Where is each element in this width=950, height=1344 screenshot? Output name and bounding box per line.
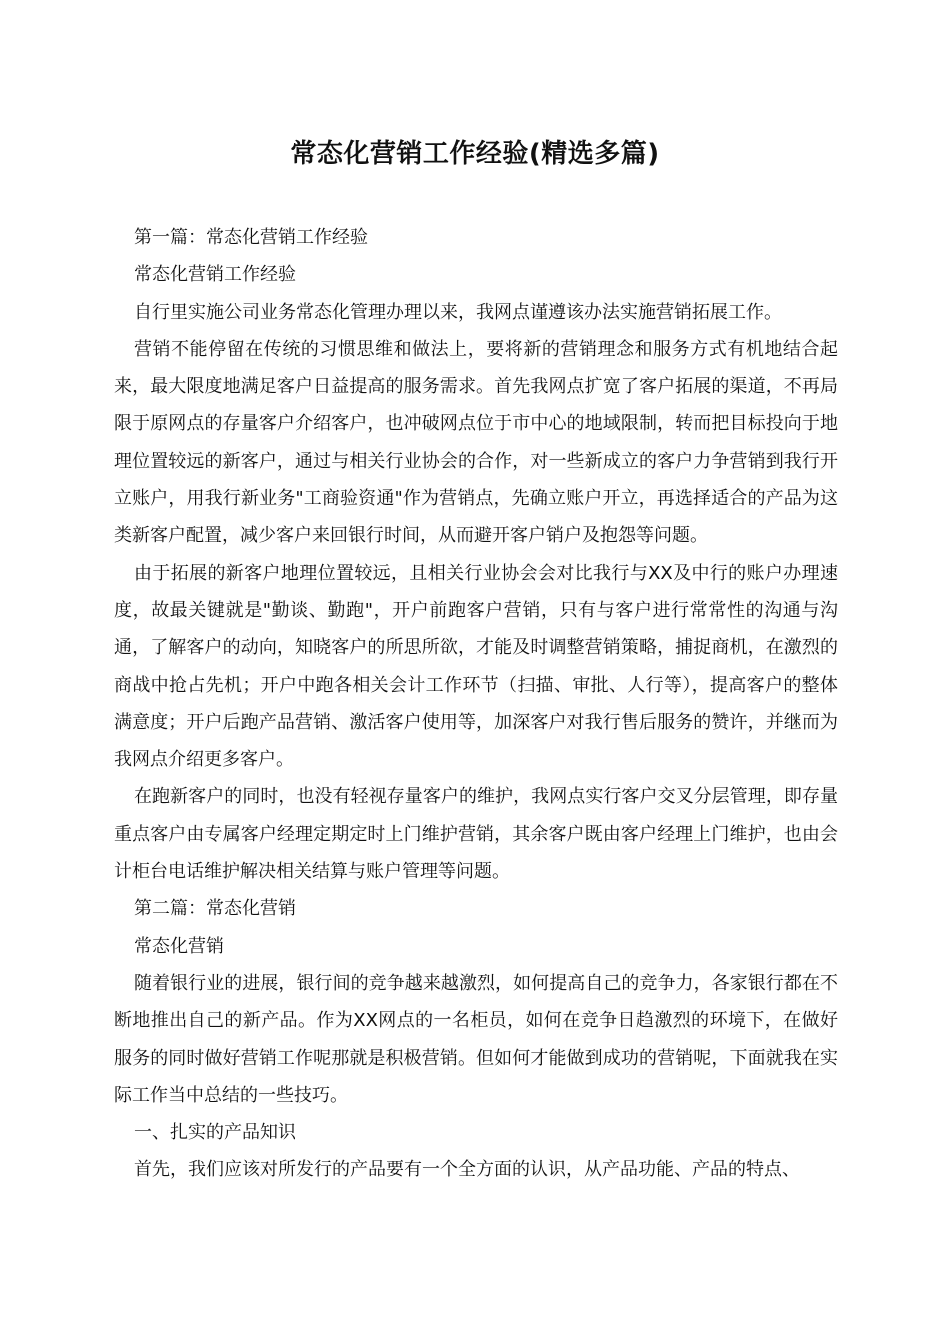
section-heading: 一、扎实的产品知识 <box>134 1122 296 1144</box>
document-title: 常态化营销工作经验(精选多篇) <box>290 139 660 169</box>
body-paragraph: 随着银行业的进展，银行间的竞争越来越激烈，如何提高自己的竞争力，各家银行都在不断地推出自己的新产品。作为XX网点的一名柜员，如何在竞争日趋激烈的环境下，在做好服务的同时做好营销工作呢那就是积极营销。但如何才能做到成功的营销呢，下面就我在实际工作当中总结的一些技巧。 <box>114 972 838 1106</box>
body-paragraph: 自行里实施公司业务常态化管理办理以来，我网点谨遵该办法实施营销拓展工作。 <box>134 301 782 323</box>
document-body <box>114 219 838 1189</box>
body-paragraph: 在跑新客户的同时，也没有轻视存量客户的维护，我网点实行客户交叉分层管理，即存量重点客户由专属客户经理定期定时上门维护营销，其余客户既由客户经理上门维护，也由会计柜台电话维护解决相关结算与账户管理等问题。 <box>114 786 838 883</box>
body-paragraph: 首先，我们应该对所发行的产品要有一个全方面的认识，从产品功能、产品的特点、 <box>134 1159 800 1181</box>
body-paragraph: 由于拓展的新客户地理位置较远，且相关行业协会会对比我行与XX及中行的账户办理速度，故最关键就是"勤谈、勤跑"，开户前跑客户营销，只有与客户进行常常性的沟通与沟通，了解客户的动向，知晓客户的所思所欲，才能及时调整营销策略，捕捉商机，在激烈的商战中抢占先机；开户中跑各相关会计工作环节（扫描、审批、人行等），提高客户的整体满意度；开户后跑产品营销、激活客户使用等，加深客户对我行售后服务的赞许，并继而为我网点介绍更多客户。 <box>114 562 838 771</box>
body-paragraph: 营销不能停留在传统的习惯思维和做法上，要将新的营销理念和服务方式有机地结合起来，最大限度地满足客户日益提高的服务需求。首先我网点扩宽了客户拓展的渠道，不再局限于原网点的存量客户介绍客户，也冲破网点位于市中心的地域限制，转而把目标投向于地理位置较远的新客户，通过与相关行业协会的合作，对一些新成立的客户力争营销到我行开立账户，用我行新业务"工商验资通"作为营销点，先确立账户开立，再选择适合的产品为这类新客户配置，减少客户来回银行时间，从而避开客户销户及抱怨等问题。 <box>114 338 838 547</box>
subheading-part-one: 常态化营销工作经验 <box>134 264 296 286</box>
heading-part-one: 第一篇：常态化营销工作经验 <box>134 227 368 248</box>
heading-part-two: 第二篇：常态化营销 <box>134 898 296 920</box>
subheading-part-two: 常态化营销 <box>134 935 224 957</box>
